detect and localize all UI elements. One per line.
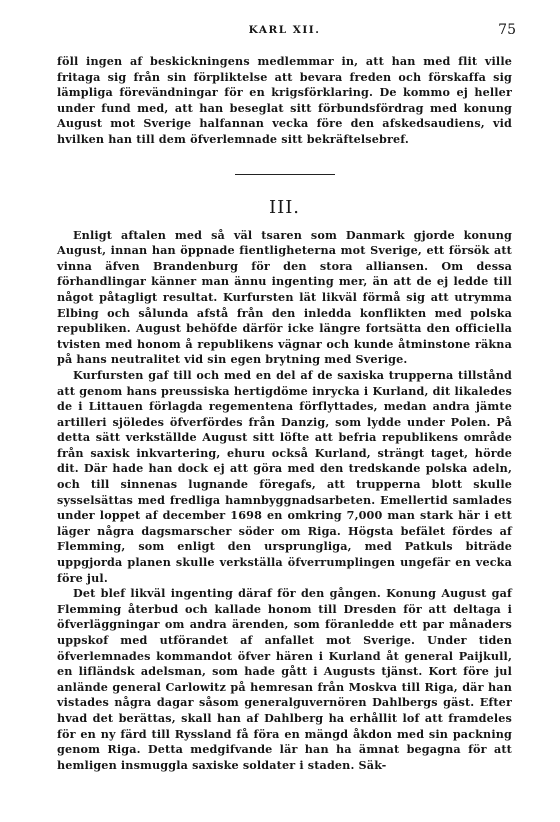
page-number: 75 — [498, 22, 516, 38]
opening-paragraph: föll ingen af beskickningens medlemmar in, att han med flit ville fritaga sig från sin förpliktelse att bevara freden och förskaffa sig lämpliga förevändningar för en krigsförklaring. De kommo ej heller under fund med, att han beseglat sitt förbundsfördrag med konung August mot Sverige halfannan vecka före den afskedsaudiens, vid hvilken han till dem öfverlemnade sitt bekräftelsebref. — [57, 54, 512, 146]
paragraph-1: Enligt aftalen med så väl tsaren som Danmark gjorde konung August, innan han öppnade fientligheterna mot Sverige, ett försök att vinna äfven Brandenburg för den stora alliansen. Om dessa förhandlingar känner man ännu ingenting mer, än att de ej ledde till något påtagligt resultat. Kurfursten lät likväl förmå sig att utrymma Elbing och sålunda afstå från den inledda konflikten med polska republiken. August behöfde därför icke längre fortsätta den officiella tvisten med honom å republikens vägnar och kunde åtminstone räkna på hans neutralitet vid sin egen brytning med Sverige. — [57, 227, 512, 367]
running-title: KARL XII. — [248, 24, 321, 36]
section-divider — [235, 174, 335, 175]
book-page — [57, 20, 516, 773]
paragraph-2: Kurfursten gaf till och med en del af de saxiska trupperna tillstånd att genom hans preussiska hertigdöme inrycka i Kurland, dit likaledes de i Littauen förlagda regementena förflyttades, medan andra jämte artilleri sjöledes öfverfördes från Danzig, som lydde under Polen. På detta sätt verkställde August sitt löfte att befria republikens område från saxisk inkvartering, ehuru också Kurland, strängt taget, hörde dit. Där hade han dock ej att göra med den tredskande polska adeln, och till sinnenas lugnande föregafs, att trupperna blott skulle sysselsättas med fredliga hamnbyggnadsarbeten. Emellertid samlades under loppet af december 1698 en omkring 7,000 man stark här i ett läger några dagsmarscher söder om Riga. Högsta befälet fördes af Flemming, som enligt den ursprungliga, med Patkuls biträde uppgjorda planen skulle verkställa öfverrumplingen ungefär en vecka före jul. — [57, 367, 512, 585]
running-header — [57, 20, 516, 42]
paragraph-3: Det blef likväl ingenting däraf för den gången. Konung August gaf Flemming återbud och kallade honom till Dresden för att deltaga i öfverläggningar om andra ärenden, som föranledde ett par månaders uppskof med utförandet af anfallet mot Sverige. Under tiden öfverlemnades kommandot öfver hären i Kurland åt general Paijkull, en lifländsk adelsman, som hade gått i Augusts tjänst. Kort före jul anlände general Carlowitz på hemresan från Moskva till Riga, där han vistades några dagar såsom generalguvernören Dahlbergs gäst. Efter hvad det berättas, skall han af Dahlberg ha erhållit lof att framdeles för en ny färd till Ryssland få föra en mängd åkdon med sin packning genom Riga. Detta medgifvande lär han ha ämnat begagna för att hemligen insmuggla saxiske soldater i staden. Säk- — [57, 586, 512, 772]
section-heading: III. — [268, 196, 301, 218]
